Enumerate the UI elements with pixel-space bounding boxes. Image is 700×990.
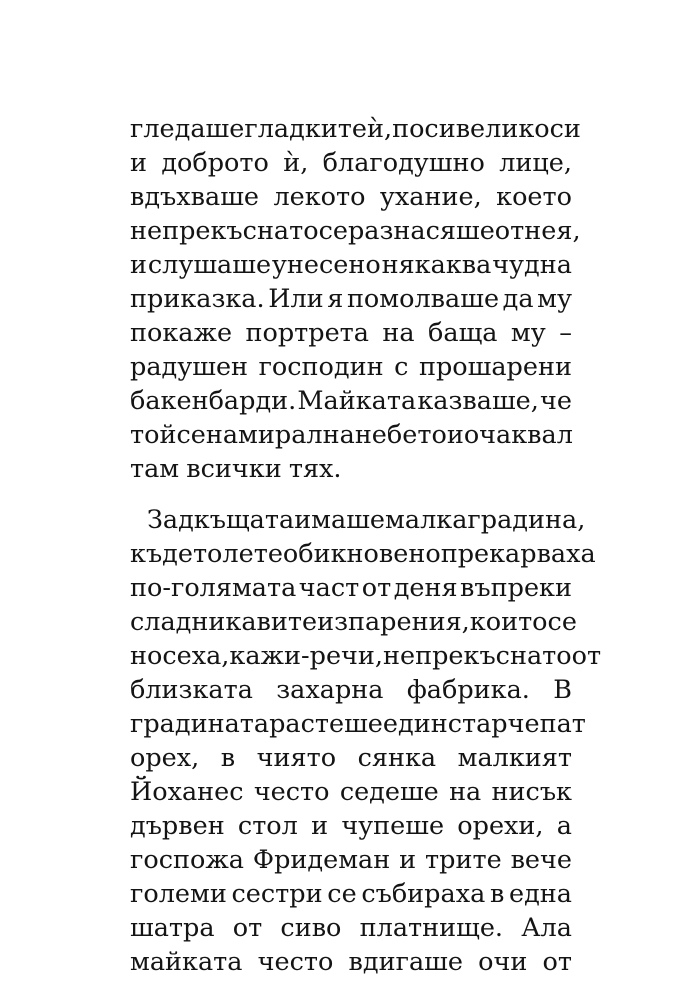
text-line: той се намирал на небето и очаквал	[130, 420, 573, 450]
text-line: гледаше гладките ѝ, посивели коси	[130, 114, 581, 144]
text-line: покаже портрета на баща му –	[130, 318, 572, 348]
paragraph	[130, 112, 581, 486]
body-text	[130, 112, 602, 979]
text-line: Йоханес често седеше на нисък	[130, 777, 572, 807]
text-line: непрекъснато се разнасяше от нея,	[130, 216, 581, 246]
paragraph-gap	[130, 486, 572, 503]
text-line: Зад къщата имаше малка градина,	[147, 505, 586, 535]
text-line: близката захарна фабрика. В	[130, 675, 572, 705]
text-line: големи сестри се събираха в една	[130, 879, 572, 909]
text-line: градината растеше един стар чепат	[130, 709, 586, 739]
text-line: и доброто ѝ, благодушно лице,	[130, 148, 572, 178]
text-line: радушен господин с прошарени	[130, 352, 572, 382]
text-line: шатра от сиво платнище. Ала	[130, 913, 572, 943]
text-line: дървен стол и чупеше орехи, а	[130, 811, 572, 841]
text-line: където лете обикновено прекарваха	[130, 539, 596, 569]
text-line: сладникавите изпарения, които се	[130, 607, 577, 637]
text-line: госпожа Фридеман и трите вече	[130, 845, 572, 875]
text-line: вдъхваше лекото ухание, което	[130, 182, 572, 212]
text-line: приказка. Или я помолваше да му	[130, 284, 572, 314]
text-line: и слушаше унесено някаква чудна	[130, 250, 572, 280]
text-line: орех, в чиято сянка малкият	[130, 743, 572, 773]
paragraph	[130, 503, 602, 979]
text-line: там всички тях.	[130, 454, 342, 484]
text-line: майката често вдигаше очи от	[130, 947, 572, 977]
text-line: бакенбарди. Майката казваше, че	[130, 386, 572, 416]
text-line: носеха, кажи-речи, непрекъснато от	[130, 641, 602, 671]
text-line: по-голямата част от деня въпреки	[130, 573, 572, 603]
